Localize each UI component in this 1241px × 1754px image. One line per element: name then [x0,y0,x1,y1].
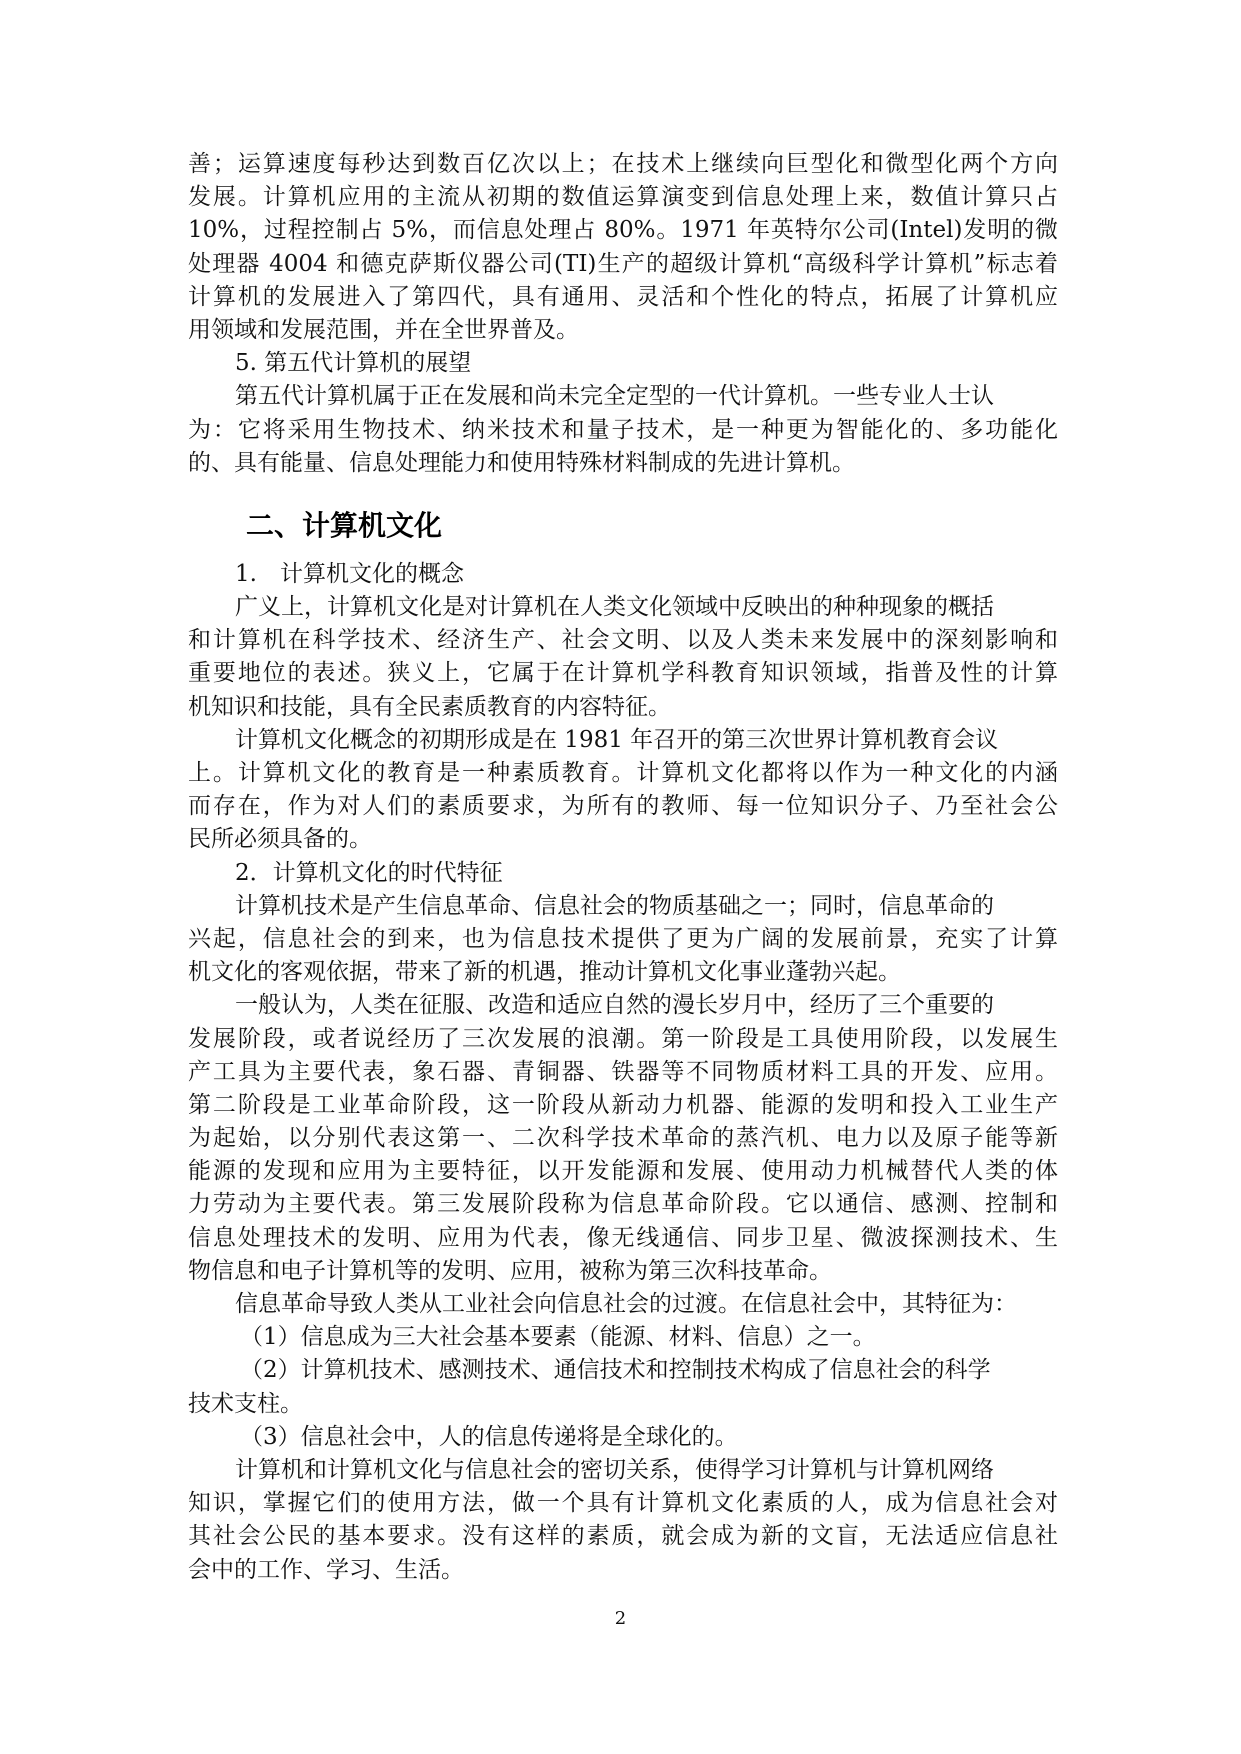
text-line: 一般认为，人类在征服、改造和适应自然的漫长岁月中，经历了三个重要的 [235,992,994,1019]
text-line: 善；运算速度每秒达到数百亿次以上；在技术上继续向巨型化和微型化两个方向 [188,151,1058,177]
subheading-2: 2．计算机文化的时代特征 [235,859,503,886]
text-line: 民所必须具备的。 [188,826,372,853]
text-line: 上。计算机文化的教育是一种素质教育。计算机文化都将以作为一种文化的内涵 [188,760,1058,786]
text-line: 其社会公民的基本要求。没有这样的素质，就会成为新的文盲，无法适应信息社 [188,1523,1058,1550]
text-line: 第五代计算机属于正在发展和尚未完全定型的一代计算机。一些专业人士认 [235,383,994,410]
text-line: 计算机的发展进入了第四代，具有通用、灵活和个性化的特点，拓展了计算机应 [188,283,1058,310]
text-line: 机知识和技能，具有全民素质教育的内容特征。 [188,693,671,720]
subheading-1: 1. 计算机文化的概念 [235,560,464,587]
text-line: 信息革命导致人类从工业社会向信息社会的过渡。在信息社会中，其特征为： [235,1291,1017,1317]
list-item: （1）信息成为三大社会基本要素（能源、材料、信息）之一。 [240,1324,876,1351]
text-line: 物信息和电子计算机等的发明、应用，被称为第三次科技革命。 [188,1257,832,1284]
text-line: 计算机和计算机文化与信息社会的密切关系，使得学习计算机与计算机网络 [235,1456,994,1483]
document-body [188,148,1058,1587]
page-number: 2 [614,1608,627,1629]
section-heading: 二、计算机文化 [246,508,443,542]
text-line: 机文化的客观依据，带来了新的机遇，推动计算机文化事业蓬勃兴起。 [188,959,901,986]
text-line: 第二阶段是工业革命阶段，这一阶段从新动力机器、能源的发明和投入工业生产 [188,1091,1058,1118]
text-line: 会中的工作、学习、生活。 [188,1556,464,1583]
text-line: 技术支柱。 [188,1390,303,1417]
text-line: 处理器 4004 和德克萨斯仪器公司(TI)生产的超级计算机“高级科学计算机”标志着 [188,250,1058,277]
text-line: 为起始，以分别代表这第一、二次科学技术革命的蒸汽机、电力以及原子能等新 [188,1125,1058,1152]
text-line: 产工具为主要代表，象石器、青铜器、铁器等不同物质材料工具的开发、应用。 [188,1058,1058,1085]
text-line: 的、具有能量、信息处理能力和使用特殊材料制成的先进计算机。 [188,449,855,476]
text-line: 为：它将采用生物技术、纳米技术和量子技术，是一种更为智能化的、多功能化 [188,416,1058,443]
text-line: 发展阶段，或者说经历了三次发展的浪潮。第一阶段是工具使用阶段，以发展生 [188,1025,1058,1052]
text-line: 计算机技术是产生信息革命、信息社会的物质基础之一；同时，信息革命的 [235,892,994,919]
text-line: 知识，掌握它们的使用方法，做一个具有计算机文化素质的人，成为信息社会对 [188,1490,1058,1517]
list-item: （2）计算机技术、感测技术、通信技术和控制技术构成了信息社会的科学 [240,1357,991,1384]
text-line: 兴起，信息社会的到来，也为信息技术提供了更为广阔的发展前景，充实了计算 [188,925,1058,952]
text-line: 用领域和发展范围，并在全世界普及。 [188,316,579,343]
text-line: 力劳动为主要代表。第三发展阶段称为信息革命阶段。它以通信、感测、控制和 [188,1191,1058,1218]
text-line: 重要地位的表述。狭义上，它属于在计算机学科教育知识领域，指普及性的计算 [188,660,1058,687]
text-line: 而存在，作为对人们的素质要求，为所有的教师、每一位知识分子、乃至社会公 [188,793,1058,820]
subheading-5: 5. 第五代计算机的展望 [235,350,472,377]
text-line: 信息处理技术的发明、应用为代表，像无线通信、同步卫星、微波探测技术、生 [188,1224,1058,1251]
list-item: （3）信息社会中，人的信息传递将是全球化的。 [240,1423,738,1450]
text-line: 和计算机在科学技术、经济生产、社会文明、以及人类未来发展中的深刻影响和 [188,627,1058,654]
text-line: 广义上，计算机文化是对计算机在人类文化领域中反映出的种种现象的概括 [235,594,994,621]
text-line: 10%，过程控制占 5%，而信息处理占 80%。1971 年英特尔公司(Intel)发明的微 [188,217,1058,244]
text-line: 发展。计算机应用的主流从初期的数值运算演变到信息处理上来，数值计算只占 [188,184,1058,211]
text-line: 计算机文化概念的初期形成是在 1981 年召开的第三次世界计算机教育会议 [235,726,999,753]
text-line: 能源的发现和应用为主要特征，以开发能源和发展、使用动力机械替代人类的体 [188,1158,1058,1185]
